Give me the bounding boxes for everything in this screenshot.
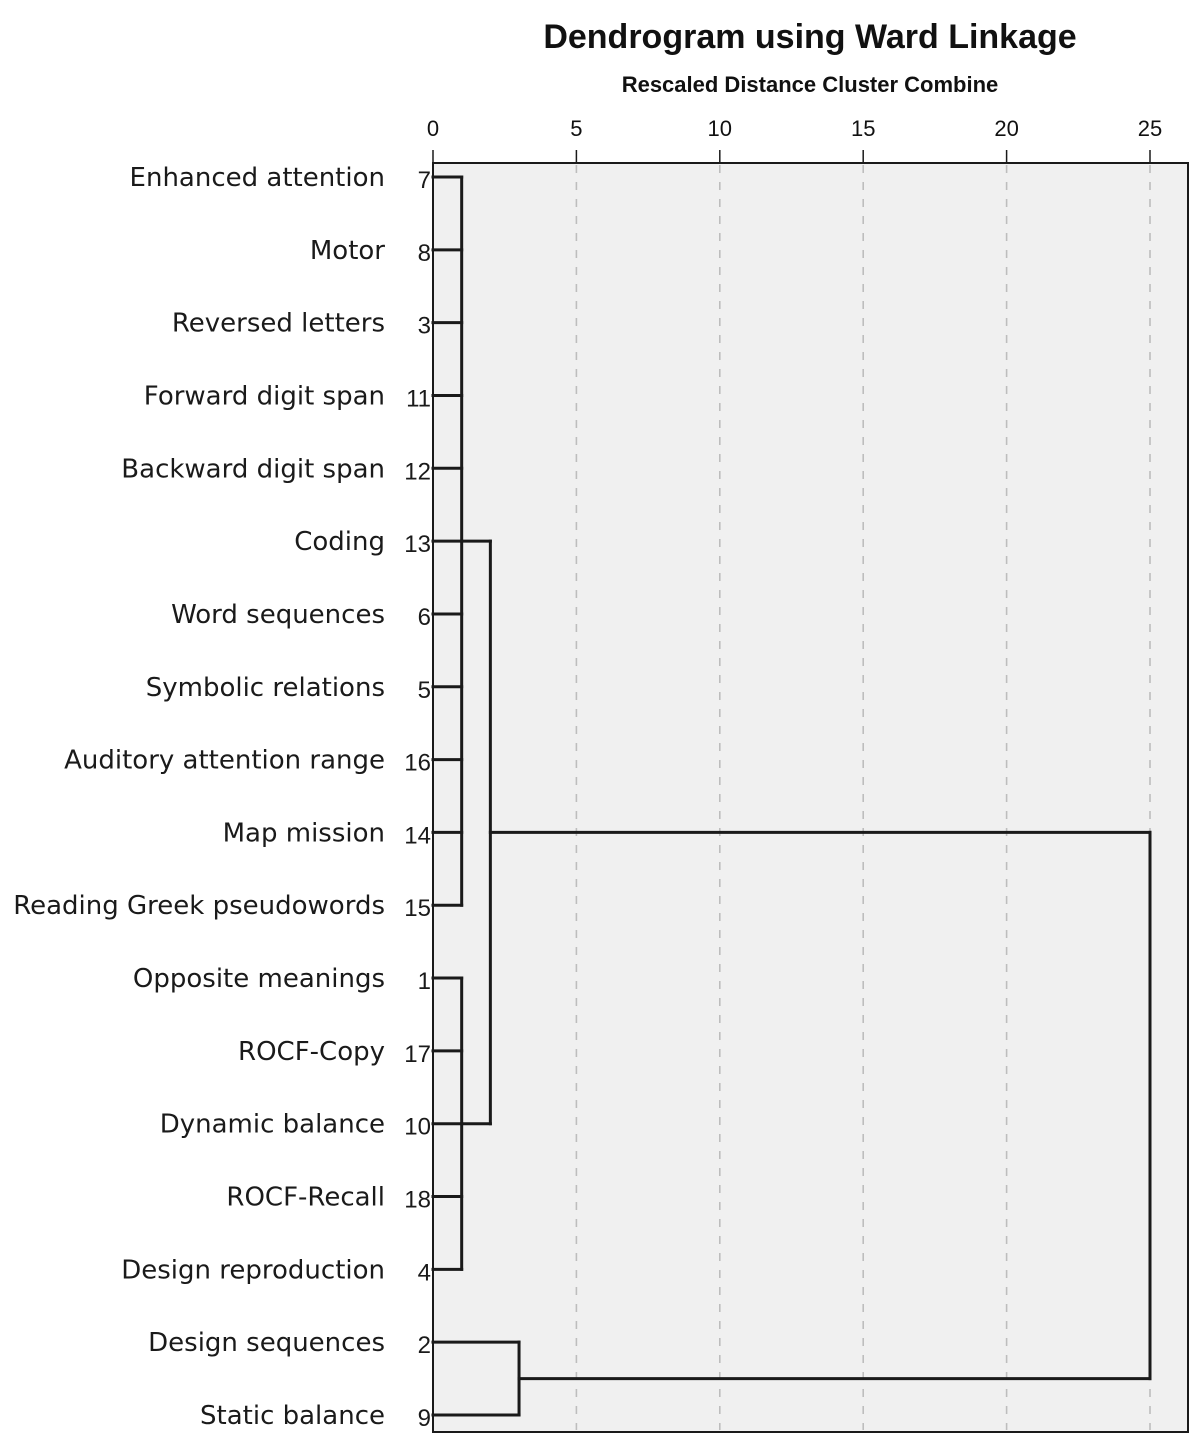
leaf-case-number: 12: [404, 458, 431, 486]
tick-label: 10: [707, 116, 733, 141]
leaf-case-number: 1: [417, 968, 431, 996]
leaf-case-number: 6: [417, 603, 431, 631]
leaf-case-number: 13: [404, 531, 431, 559]
leaf-label: Reading Greek pseudowords: [13, 891, 385, 922]
leaf-case-number: 11: [406, 385, 431, 413]
leaf-case-number: 5: [417, 676, 431, 704]
leaf-case-number: 16: [404, 749, 431, 777]
tick-label: 25: [1137, 116, 1163, 141]
leaf-label: Map mission: [222, 818, 385, 849]
leaf-case-number: 3: [417, 312, 431, 340]
leaf-label: Symbolic relations: [145, 672, 385, 703]
leaf-label: ROCF-Copy: [238, 1036, 385, 1067]
leaf-label: Reversed letters: [171, 308, 385, 339]
leaf-label: Motor: [309, 235, 385, 266]
leaf-label: Design reproduction: [121, 1255, 385, 1286]
leaf-case-number: 15: [404, 895, 431, 923]
leaf-label: Forward digit span: [143, 381, 385, 412]
leaf-case-number: 7: [417, 167, 431, 194]
leaf-case-number: 14: [404, 822, 431, 850]
leaf-case-number: 9: [417, 1405, 431, 1432]
tick-label: 5: [570, 116, 583, 141]
tick-label: 15: [850, 116, 876, 141]
tick-label: 20: [994, 116, 1019, 141]
leaf-label: Word sequences: [171, 599, 385, 630]
leaf-label: Auditory attention range: [64, 745, 385, 776]
plot-area: [433, 163, 1188, 1432]
leaf-label: Design sequences: [148, 1328, 385, 1359]
chart-subtitle: Rescaled Distance Cluster Combine: [621, 72, 999, 97]
leaf-label: Coding: [294, 527, 385, 558]
leaf-labels: [13, 163, 431, 1432]
tick-label: 0: [426, 116, 440, 141]
leaf-case-number: 17: [404, 1040, 431, 1068]
leaf-label: Dynamic balance: [159, 1109, 385, 1140]
leaf-label: Backward digit span: [121, 454, 385, 485]
leaf-label: ROCF-Recall: [226, 1182, 385, 1213]
leaf-label: Static balance: [200, 1401, 385, 1431]
x-axis: [427, 116, 1162, 163]
leaf-case-number: 8: [417, 239, 431, 267]
leaf-case-number: 10: [404, 1113, 431, 1141]
leaf-label: Enhanced attention: [129, 163, 385, 193]
leaf-label: Opposite meanings: [132, 964, 385, 995]
leaf-case-number: 2: [417, 1332, 431, 1360]
chart-title: Dendrogram using Ward Linkage: [543, 18, 1077, 56]
leaf-case-number: 4: [417, 1259, 431, 1287]
leaf-case-number: 18: [404, 1186, 431, 1214]
